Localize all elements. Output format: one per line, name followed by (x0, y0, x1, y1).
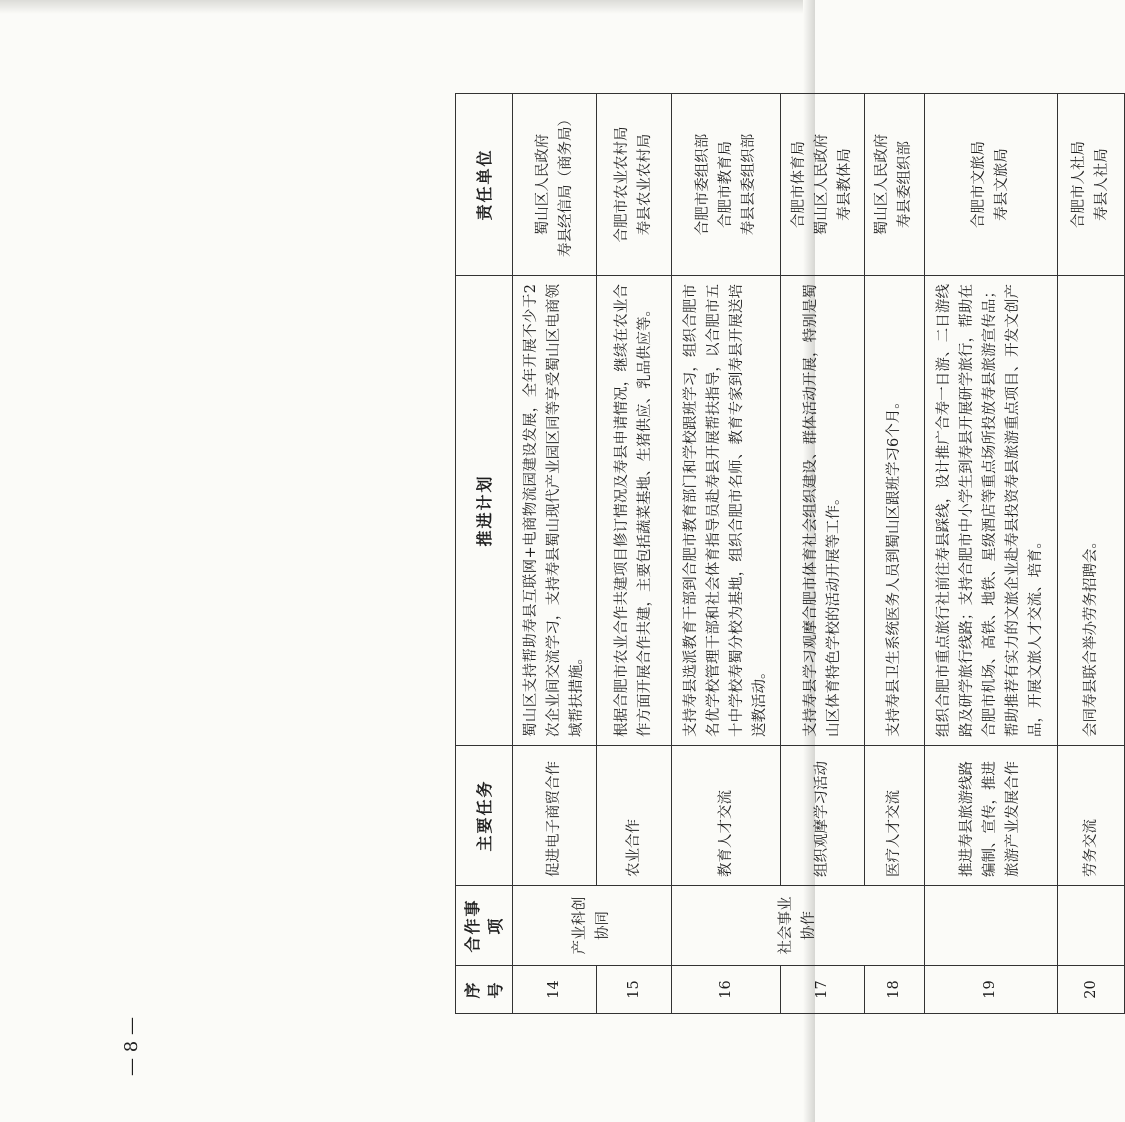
task-cell: 医疗人才交流 (865, 746, 924, 886)
row-number: 19 (924, 966, 1058, 1014)
cooperation-table (455, 93, 1125, 1014)
category-cell: 社会事业协作 (672, 886, 924, 966)
category-cell-empty (1058, 886, 1125, 966)
plan-cell: 支持寿县学习观摩合肥市体育社会组织建设、群体活动开展，特别是蜀山区体育特色学校的活动开展等工作。 (781, 276, 865, 746)
row-number: 17 (781, 966, 865, 1014)
task-cell: 组织观摩学习活动 (781, 746, 865, 886)
task-cell: 促进电子商贸合作 (513, 746, 597, 886)
table-row (865, 94, 924, 1014)
unit-cell: 合肥市文旅局 寿县文旅局 (924, 94, 1058, 276)
table-row (924, 94, 1058, 1014)
header-task: 主要任务 (456, 746, 513, 886)
row-number: 20 (1058, 966, 1125, 1014)
page-number: — 8 — (120, 1017, 142, 1076)
unit-cell: 合肥市农业农村局 寿县农业农村局 (597, 94, 672, 276)
row-number: 14 (513, 966, 597, 1014)
header-plan: 推进计划 (456, 276, 513, 746)
task-cell: 教育人才交流 (672, 746, 781, 886)
plan-cell: 会同寿县联合举办劳务招聘会。 (1058, 276, 1125, 746)
plan-cell: 支持寿县选派教育干部到合肥市教育部门和学校跟班学习，组织合肥市名优学校管理干部和社会体育指导员赴寿县开展帮扶指导，以合肥市五十中学校寿蜀分校为基地，组织合肥市名师、教育专家到寿县开展送培送教活动。 (672, 276, 781, 746)
row-number: 15 (597, 966, 672, 1014)
plan-cell: 支持寿县卫生系统医务人员到蜀山区跟班学习6个月。 (865, 276, 924, 746)
row-number: 18 (865, 966, 924, 1014)
scan-edge-top (0, 0, 815, 14)
header-category: 合作事项 (456, 886, 513, 966)
plan-cell: 根据合肥市农业合作共建项目修订情况及寿县申请情况，继续在农业合作方面开展合作共建，主要包括蔬菜基地、生猪供应、乳品供应等。 (597, 276, 672, 746)
unit-cell: 蜀山区人民政府 寿县委组织部 (865, 94, 924, 276)
task-cell: 劳务交流 (1058, 746, 1125, 886)
unit-cell: 合肥市人社局 寿县人社局 (1058, 94, 1125, 276)
table-row (672, 94, 781, 1014)
unit-cell: 蜀山区人民政府 寿县经信局（商务局） (513, 94, 597, 276)
table-row (781, 94, 865, 1014)
row-number: 16 (672, 966, 781, 1014)
unit-cell: 合肥市委组织部 合肥市教育局 寿县县委组织部 (672, 94, 781, 276)
task-cell: 推进寿县旅游线路编制、宣传，推进旅游产业发展合作 (924, 746, 1058, 886)
table-row (597, 94, 672, 1014)
header-no: 序号 (456, 966, 513, 1014)
table-row (1058, 94, 1125, 1014)
category-cell-empty (924, 886, 1058, 966)
category-cell: 产业科创协同 (513, 886, 672, 966)
unit-cell: 合肥市体育局 蜀山区人民政府 寿县教体局 (781, 94, 865, 276)
plan-cell: 组织合肥市重点旅行社前往寿县踩线，设计推广合寿一日游、二日游线路及研学旅行线路；支持合肥市中小学生到寿县开展研学旅行，帮助在合肥市机场、高铁、地铁、星级酒店等重点场所投放寿县旅游宣传品；帮助推荐有实力的文旅企业赴寿县投资寿县旅游重点项目、开发文创产品，开展文旅人才交流、培育。 (924, 276, 1058, 746)
task-cell: 农业合作 (597, 746, 672, 886)
header-unit: 责任单位 (456, 94, 513, 276)
table-row (513, 94, 597, 1014)
header-row (456, 94, 513, 1014)
plan-cell: 蜀山区支持帮助寿县互联网+电商物流园建设发展，全年开展不少于2次企业间交流学习，支持寿县蜀山现代产业园区同等享受蜀山区电商领域帮扶措施。 (513, 276, 597, 746)
rotated-page (455, 94, 1125, 1014)
